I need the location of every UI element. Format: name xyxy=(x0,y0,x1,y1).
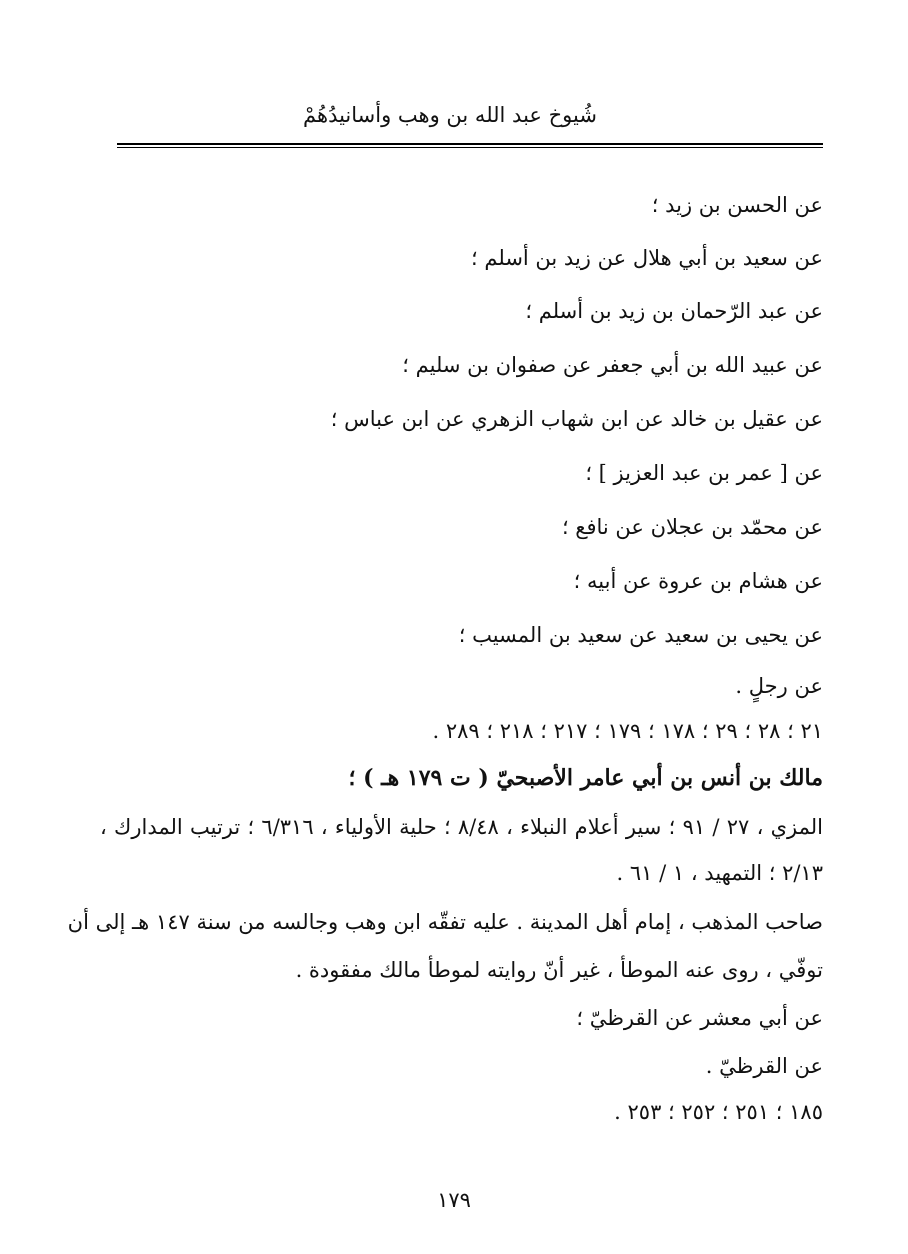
text-line: ٢/١٣ ؛ التمهيد ، ١ / ٦١ . xyxy=(616,861,823,885)
section-heading: مالك بن أنس بن أبي عامر الأصبحيّ ( ت ١٧٩ هـ ) ؛ xyxy=(348,765,823,791)
text-line: عن محمّد بن عجلان عن نافع ؛ xyxy=(561,515,823,539)
page-number: ١٧٩ xyxy=(437,1188,471,1212)
header-rule xyxy=(117,143,823,148)
text-line: عن هشام بن عروة عن أبيه ؛ xyxy=(573,569,823,593)
text-line: عن يحيى بن سعيد عن سعيد بن المسيب ؛ xyxy=(458,623,823,647)
text-line: عن رجلٍ . xyxy=(735,674,823,698)
text-line: عن القرظيّ . xyxy=(705,1054,823,1078)
text-line: عن عبيد الله بن أبي جعفر عن صفوان بن سليم ؛ xyxy=(402,353,823,377)
text-line: المزي ، ٢٧ / ٩١ ؛ سير أعلام النبلاء ، ٨/٤٨ ؛ حلية الأولياء ، ٦/٣١٦ ؛ ترتيب المدارك ، xyxy=(100,815,824,839)
text-line: عن عبد الرّحمان بن زيد بن أسلم ؛ xyxy=(525,299,823,323)
reference-numbers: ١٨٥ ؛ ٢٥١ ؛ ٢٥٢ ؛ ٢٥٣ . xyxy=(614,1100,823,1124)
text-line: عن عقيل بن خالد عن ابن شهاب الزهري عن ابن عباس ؛ xyxy=(330,407,823,431)
text-line: عن [ عمر بن عبد العزيز ] ؛ xyxy=(585,461,823,485)
text-line: عن الحسن بن زيد ؛ xyxy=(651,193,823,217)
text-line: صاحب المذهب ، إمام أهل المدينة . عليه تفقّه ابن وهب وجالسه من سنة ١٤٧ هـ إلى أن xyxy=(67,910,823,934)
text-line: عن أبي معشر عن القرظيّ ؛ xyxy=(576,1006,823,1030)
text-line: توفّي ، روى عنه الموطأ ، غير أنّ روايته لموطأ مالك مفقودة . xyxy=(295,958,823,982)
reference-numbers: ٢١ ؛ ٢٨ ؛ ٢٩ ؛ ١٧٨ ؛ ١٧٩ ؛ ٢١٧ ؛ ٢١٨ ؛ ٢٨٩ . xyxy=(432,719,823,743)
running-head: شُيوخ عبد الله بن وهب وأسانيدُهُمْ xyxy=(303,103,597,127)
text-line: عن سعيد بن أبي هلال عن زيد بن أسلم ؛ xyxy=(471,246,823,270)
